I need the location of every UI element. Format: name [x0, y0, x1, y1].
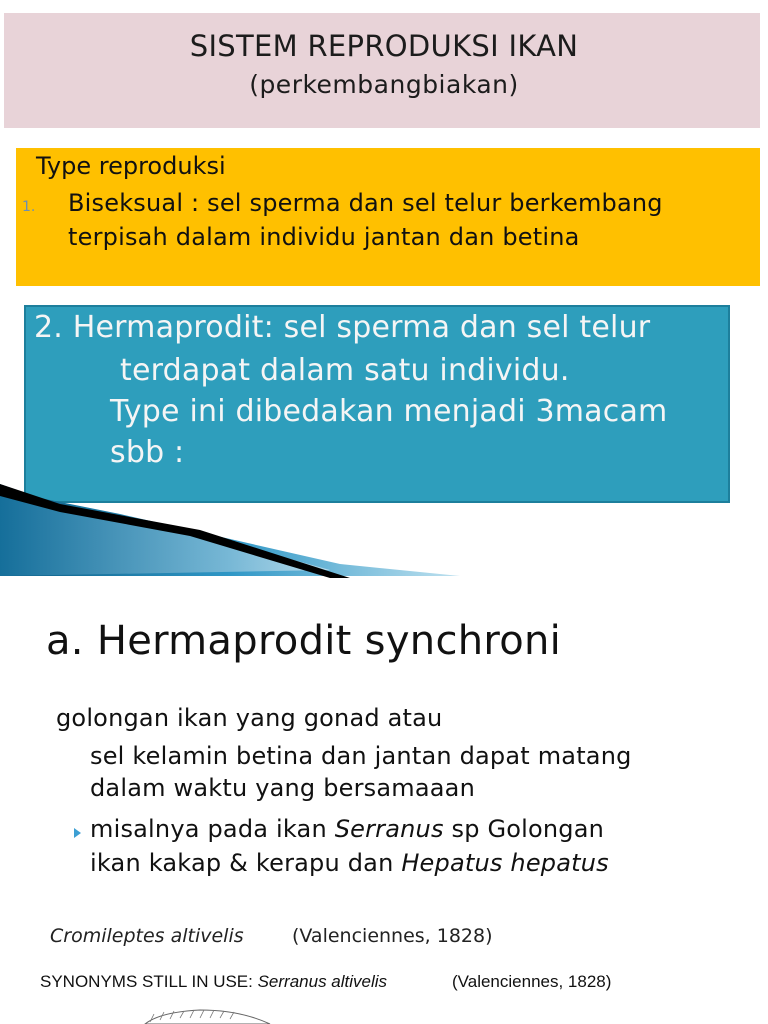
bisexual-line-1: Biseksual : sel sperma dan sel telur berkembang: [68, 189, 663, 217]
description-line-3: dalam waktu yang bersamaaan: [90, 774, 475, 802]
synonyms-author: (Valenciennes, 1828): [452, 972, 612, 991]
example-text: ikan kakap & kerapu dan: [90, 849, 402, 877]
bisexual-line-2: terpisah dalam individu jantan dan betina: [68, 223, 580, 251]
triangle-bullet-icon: [74, 828, 81, 838]
hermaprodit-line-3: Type ini dibedakan menjadi 3macam: [110, 394, 668, 429]
species-name: Serranus: [334, 815, 444, 843]
slide-subtitle: (perkembangbiakan): [249, 70, 519, 99]
caption-author: (Valenciennes, 1828): [292, 925, 493, 947]
type-heading: Type reproduksi: [36, 152, 226, 180]
synonyms-caption: SYNONYMS STILL IN USE: Serranus altivelis: [40, 972, 388, 991]
description-line-2: sel kelamin betina dan jantan dapat matang: [90, 742, 632, 770]
hermaprodit-line-2: terdapat dalam satu individu.: [120, 353, 570, 388]
hermaprodit-line-4: sbb :: [110, 435, 185, 470]
list-number: 1.: [22, 199, 36, 215]
wave-decoration: [0, 484, 460, 578]
slide-title: SISTEM REPRODUKSI IKAN: [189, 29, 579, 63]
example-line-1: [90, 815, 604, 843]
example-line-2: [90, 849, 609, 877]
example-text: sp Golongan: [443, 815, 605, 843]
caption-species: Cromileptes altivelis: [50, 925, 244, 947]
section-heading: a. Hermaprodit synchroni: [46, 618, 562, 664]
fish-illustration: [140, 1008, 280, 1024]
description-line-1: golongan ikan yang gonad atau: [56, 704, 443, 732]
example-text: misalnya pada ikan: [90, 815, 335, 843]
species-name: Hepatus hepatus: [401, 849, 609, 877]
hermaprodit-line-1: 2. Hermaprodit: sel sperma dan sel telur: [34, 310, 651, 345]
